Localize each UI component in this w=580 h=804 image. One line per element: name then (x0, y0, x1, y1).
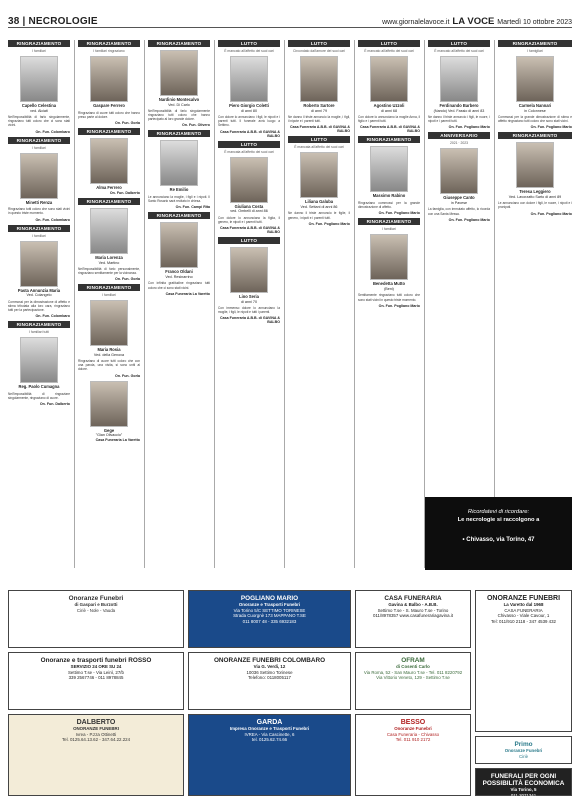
ad-title: DALBERTO (76, 719, 116, 726)
intro-text: I familiari (382, 227, 396, 232)
ad-line: Casa Funeraria - Chivasso (386, 731, 440, 737)
obituary-text: Ne danno il triste annuncio la moglie, i figli, il nipote e i parenti tutti. (288, 115, 350, 124)
deceased-name: Roberto Sartore (303, 103, 335, 109)
obituary-block (218, 237, 280, 324)
funeral-home-signature: On. Fun. Dalberto (109, 190, 140, 195)
column-5 (288, 40, 350, 570)
portrait-photo (160, 50, 198, 96)
funeral-home-signature: On. Fun. Pogliano Mario (378, 303, 420, 308)
section-label: LUTTO (288, 136, 350, 143)
obituary-block (428, 40, 490, 129)
obituary-block (218, 40, 280, 138)
deceased-name: Capello Celestina (21, 103, 57, 109)
deceased-subtitle: Ved. Resinarrino (165, 275, 193, 280)
obituary-text: Con immenso dolore lo annunciano la moglie, i figli, le nipoti e tutti i parenti. (218, 305, 280, 314)
deceased-name: Teresa Leggiero (519, 189, 551, 195)
deceased-name: Massimo Rabino (372, 193, 406, 199)
ad-line: Ivrea - P.zza Ottinetti (75, 731, 117, 737)
funeral-home-signature: Casa Funeraria A.B.B. di GAVINA & BALBO (360, 125, 420, 134)
notice-line2: Le necrologie si raccolgono a (457, 517, 540, 523)
ad-subtitle: Onoranze e Trasporti Funebri (238, 602, 301, 607)
ad-line: CASA FUNERARIA (504, 607, 543, 613)
portrait-photo (90, 138, 128, 184)
deceased-name: Agostino Uzzoli (373, 103, 405, 109)
portrait-photo (370, 234, 408, 280)
portrait-photo (20, 56, 58, 102)
section-label: LUTTO (218, 141, 280, 148)
deceased-name: Reg. Paolo Cumagna (18, 384, 60, 390)
ad-varetto[interactable] (475, 590, 572, 732)
obituary-text: Ringraziano commossi per la grande dimostrazione di affetto. (358, 201, 420, 210)
section-label: RINGRAZIAMENTO (148, 212, 210, 219)
column-6 (358, 40, 420, 570)
obituary-text: Nell'impossibilità di farlo singolarmente, ringraziano tutti coloro che ci sono stati vicini. (8, 115, 70, 128)
ad-subtitle: Onoranze Funebri (504, 748, 543, 753)
column-divider (354, 40, 355, 568)
notice-address: • Chivasso, via Torino, 47 (462, 537, 535, 543)
ad-line: 10036 Settimo Torinese (246, 669, 293, 675)
deceased-name: Alma Ferrero (96, 185, 122, 191)
portrait-photo (440, 148, 478, 194)
section-label: RINGRAZIAMENTO (78, 284, 140, 291)
ad-pogliano[interactable] (188, 590, 351, 648)
funeral-home-signature: On. Fun. Pogliano Mario (530, 125, 572, 130)
deceased-subtitle: (Nando) Ved. Fassio di anni 83 (433, 108, 485, 113)
obituary-block (358, 218, 420, 307)
intro-text: I familiari (32, 49, 46, 53)
page-number: 38 (8, 16, 20, 27)
obituary-text: Ringraziano di cuore tutti coloro che con una parola, una visita, si sono uniti al dolore. (78, 359, 140, 372)
column-divider (424, 40, 425, 568)
intro-text: È mancata all'affetto dei suoi cari (294, 145, 344, 150)
intro-text: 2021 · 2023 (449, 141, 469, 146)
deceased-name: Minetti Renza (25, 199, 53, 205)
deceased-name: Gege (103, 427, 115, 433)
obituary-text: Sentitamente ringraziano tutti coloro che sono stati vicini in questo triste momento. (358, 293, 420, 302)
ad-title: BESSO (400, 719, 426, 726)
ad-title: GARDA (256, 719, 283, 726)
obituary-text: Nell'impossibilità di farlo singolarmente ringraziano tutti coloro che hanno partecipato al loro grande dolore. (148, 108, 210, 122)
portrait-photo (90, 56, 128, 102)
portrait-photo (90, 208, 128, 254)
deceased-subtitle: Ved. Settani di anni 86 (300, 205, 338, 210)
ad-dalberto[interactable] (8, 714, 184, 796)
ad-gavina[interactable] (355, 590, 471, 648)
obituary-block (78, 381, 140, 442)
funeral-home-signature: On. Fun. Gorla (115, 121, 140, 126)
section-label: LUTTO (428, 40, 490, 47)
section-label: RINGRAZIAMENTO (78, 128, 140, 135)
ad-title: CASA FUNERARIA (384, 595, 442, 602)
deceased-name: Maria Lorenza (95, 254, 123, 260)
section-label: RINGRAZIAMENTO (78, 40, 140, 47)
section-label: LUTTO (358, 40, 420, 47)
ad-title: ONORANZE FUNEBRI (486, 595, 561, 602)
section-label: LUTTO (218, 40, 280, 47)
ad-line: 011 8007 48 - 335 6932183 (242, 618, 297, 624)
ad-ofram[interactable] (355, 652, 471, 710)
portrait-photo (20, 241, 58, 287)
section-label: RINGRAZIAMENTO (8, 225, 70, 232)
column-divider (144, 40, 145, 568)
funeral-home-signature: On. Fun. Pogliano Mario (378, 211, 420, 216)
obituary-block (148, 130, 210, 209)
obituary-block (358, 40, 420, 133)
funeral-home-signature: On. Fun. Pogliano Mario (530, 211, 572, 216)
header-left: 38 | NECROLOGIE (8, 16, 98, 27)
column-divider (284, 40, 285, 568)
ad-subtitle: Via Torino, 5 (510, 787, 537, 792)
obituary-text: Nell'impossibilità di farlo personalmente, ringraziano sentitamente per la vicinanza. (78, 266, 140, 275)
funeral-home-signature: Casa Funeraria A.B.B. di GAVINA & BALBO (220, 129, 280, 138)
ad-line: Strada Cuorgnè 173 MAPPANO T.SE (233, 613, 306, 618)
funeral-home-signature: Casa Funeraria A.B.B. di GAVINA & BALBO (290, 125, 350, 134)
obituary-block (148, 212, 210, 295)
obituary-block (498, 40, 572, 129)
section-label: RINGRAZIAMENTO (148, 130, 210, 137)
obituary-text: Con dolore lo annunciano i figli, le nipoti e i parenti tutti. Il funerale avrà luogo a Settimo. (218, 115, 280, 128)
section-label: ANNIVERSARIO (428, 132, 490, 139)
obituary-block (8, 225, 70, 319)
intro-text: È mancato all'affetto dei suoi cari (364, 49, 414, 53)
portrait-photo (300, 152, 338, 198)
ad-subtitle: SERVIZIO 24 ORE SU 24 (70, 664, 122, 669)
ad-subtitle: Gavina & Balbo - A.B.B. (388, 602, 438, 607)
obituary-text: Nell'impossibilità di ringraziare singolarmente, ringraziano di cuore. (8, 391, 70, 401)
intro-text: È mancato all'affetto dei suoi cari (434, 49, 484, 53)
portrait-photo (516, 56, 554, 102)
funeral-home-signature: On. Fun. Olivero (182, 123, 210, 128)
ad-funerali[interactable] (475, 768, 572, 803)
section-label: LUTTO (218, 237, 280, 244)
paper-name: LA VOCE (452, 16, 495, 27)
funeral-home-signature: Casa Funeraria A.B.B. di GAVINA & BALBO (220, 316, 280, 325)
column-8 (498, 40, 572, 570)
intro-text: I famigliari (527, 49, 543, 53)
ad-subtitle: Via G. Verdi, 12 (253, 664, 286, 669)
obituary-block (218, 141, 280, 234)
obituary-block (358, 136, 420, 215)
section-label: RINGRAZIAMENTO (498, 132, 572, 139)
deceased-name: Franco Oldani (165, 269, 193, 275)
deceased-subtitle: in Colonnese (524, 108, 546, 113)
obituary-text: Ringraziano di cuore tutti coloro che hanno preso parte al dolore. (78, 110, 140, 119)
section-label: RINGRAZIAMENTO (148, 40, 210, 47)
section-label: RINGRAZIAMENTO (78, 198, 140, 205)
issue-date: Martedì 10 ottobre 2023 (497, 19, 572, 26)
ad-line: Telefono: 0118005117 (248, 675, 291, 680)
ad-title: Primo (514, 741, 533, 748)
deceased-subtitle: in Pavese (450, 201, 468, 206)
ad-title: Onoranze Funebri (68, 595, 124, 602)
deceased-subtitle: (Beni) (384, 287, 394, 292)
funeral-home-signature: On. Fun. Colombaro (35, 129, 70, 134)
deceased-name: Giuliana Costa (234, 203, 264, 209)
obituary-text: Ne danno il triste annuncio i figli, le nuore, i nipoti e i parenti tutti. (428, 115, 490, 124)
deceased-name: Giuseppe Canto (443, 195, 475, 201)
obituary-text: La famiglia, con immutato affetto, lo ricorda con una Santa Messa. (428, 207, 490, 216)
site-url[interactable]: www.giornalelavoce.it (382, 19, 450, 26)
ad-line: 011 2071341 (510, 792, 537, 798)
column-divider (214, 40, 215, 568)
funeral-home-signature: On. Fun. Campi Rita (175, 205, 210, 210)
deceased-name: Liliana Galuba (305, 199, 333, 205)
funeral-home-signature: On. Fun. Pogliano Mario (448, 125, 490, 130)
ad-onoranze-lh[interactable] (8, 590, 184, 648)
ad-line: 388 8688993 (510, 798, 537, 803)
deceased-name: Carmela Nannari (518, 103, 552, 109)
column-4 (218, 40, 280, 570)
ad-title: ONORANZE FUNEBRI COLOMBARO (213, 657, 326, 664)
section-label: RINGRAZIAMENTO (8, 40, 70, 47)
funeral-home-signature: On. Fun. Gorla (115, 277, 140, 282)
notice-box (425, 497, 572, 570)
section-label: RINGRAZIAMENTO (358, 136, 420, 143)
obituary-block (78, 40, 140, 125)
portrait-photo (160, 140, 198, 186)
obituary-text: Commossi per la dimostrazione di affetto e stima tributata alla loro cara, ringraziano tutti per la partecipazione. (8, 299, 70, 312)
ad-line: Via Roma, 52 - San Mauro T.se - Tel. 011 8220792 (363, 669, 463, 675)
obituary-block (8, 137, 70, 222)
ad-besso[interactable] (355, 714, 471, 796)
portrait-photo (20, 153, 58, 199)
funeral-home-signature: On. Fun. Dalberto (39, 402, 70, 407)
page-header (8, 14, 572, 28)
funeral-home-signature: Casa Funeraria La Varetto (95, 437, 140, 442)
funeral-home-signature: On. Fun. Gorla (115, 373, 140, 378)
ad-subtitle: Onoranze Funebri (394, 726, 432, 731)
portrait-photo (440, 56, 478, 102)
obituary-text: Ringraziano tutti coloro che sono stati vicini in questo triste momento. (8, 207, 70, 216)
obituary-block (8, 321, 70, 406)
portrait-photo (90, 300, 128, 346)
ad-title: POGLIANO MARIO (240, 595, 299, 602)
ad-subtitle: ONORANZE FUNEBRI (73, 726, 119, 731)
ad-line: 011/8978357 www.casafunerariagavina.it (373, 613, 453, 618)
deceased-name: Ferdinando Barbero (439, 103, 479, 109)
obituary-text: Con dolore lo annunciano la moglie Anna, il figlio e i parenti tutti. (358, 115, 420, 124)
deceased-subtitle: Ved. della Genova (93, 352, 125, 357)
deceased-subtitle: Ved. Colangelo (26, 293, 52, 298)
obituary-text: Ne danno il triste annuncio le figlie, il genero, i nipoti e i parenti tutti. (288, 211, 350, 220)
portrait-photo (300, 56, 338, 102)
obituary-block (148, 40, 210, 127)
ad-title: OFRAM (401, 657, 425, 664)
portrait-photo (20, 337, 58, 383)
deceased-subtitle: di anni 79 (311, 108, 327, 113)
header-right (382, 16, 572, 27)
intro-text: I familiari tutti (29, 330, 49, 335)
notice-line1: Ricordatevi di ricordare: (467, 509, 530, 515)
section-label: RINGRAZIAMENTO (498, 40, 572, 47)
portrait-photo (370, 56, 408, 102)
ad-line: Ciriè (518, 753, 529, 759)
deceased-name: Lino Seria (239, 293, 259, 299)
portrait-photo (516, 142, 554, 188)
ad-line: Via Torino 5/C SETTIMO TORINESE (233, 607, 306, 613)
ad-subtitle: di Cosenti Carlo (396, 664, 430, 669)
funeral-home-signature: On. Fun. Colombaro (35, 314, 70, 319)
obituary-block (288, 40, 350, 133)
obituary-text: Le annunciano con dolore i figli, le nuore, i nipoti e i pronipoti. (498, 201, 572, 210)
obituary-block (78, 198, 140, 281)
deceased-subtitle: di anni 68 (381, 108, 397, 113)
column-divider (494, 40, 495, 568)
deceased-subtitle: di anni 70 (241, 299, 257, 304)
column-divider (74, 40, 75, 568)
deceased-name: Piero Giorgio Coletti (229, 103, 269, 109)
ad-line: Tel. 011 910 2172 (395, 737, 431, 742)
obituary-block (78, 128, 140, 195)
column-1 (8, 40, 70, 570)
ad-line: Ciriè - Nole - Vauda (76, 607, 116, 613)
ad-subtitle: di Gaspari e Burzotti (74, 602, 118, 607)
funeral-home-signature: On. Fun. Pogliano Mario (448, 217, 490, 222)
portrait-photo (160, 222, 198, 268)
intro-text: È mancata all'affetto dei suoi cari (224, 149, 274, 154)
portrait-photo (370, 146, 408, 192)
intro-text: I familiari (32, 145, 46, 150)
ad-line: Via Vittorio Veneto, 129 - Settimo T.se (376, 675, 450, 680)
obituary-block (498, 132, 572, 215)
funeral-home-signature: On. Fun. Colombaro (35, 217, 70, 222)
deceased-subtitle: Ved. Di Carlo (168, 102, 190, 107)
deceased-name: Maria Rosia (97, 347, 121, 353)
section-label: RINGRAZIAMENTO (8, 321, 70, 328)
ad-title: Onoranze e trasporti funebri ROSSO (40, 657, 152, 664)
deceased-subtitle: "Gian Olivaccio" (95, 433, 123, 438)
deceased-subtitle: Ved. Lavorzatto Sarto di anni 89 (508, 195, 562, 200)
ad-subtitle: La Varetto dal 1968 (503, 602, 544, 607)
ad-primo[interactable] (475, 736, 572, 764)
ad-line: IVREA - Via Cascinette, 6 (244, 731, 295, 737)
deceased-subtitle: di anni 80 (241, 108, 257, 113)
ad-rosso[interactable] (8, 652, 184, 710)
ad-line: Settimo T.se - S. Mauro T.se - Torino (377, 607, 449, 613)
intro-text: Circondato dall'amore dei suoi cari (293, 49, 345, 53)
funeral-home-signature: On. Fun. Pogliano Mario (308, 221, 350, 226)
obituary-text: Con infinita gratitudine ringraziano tutti coloro che ci sono stati vicini. (148, 281, 210, 290)
column-3 (148, 40, 210, 570)
intro-text: I familiari (102, 293, 116, 298)
ad-subtitle: Impresa Onoranze e Trasporti Funebri (229, 726, 310, 731)
deceased-subtitle: Ved. Martino (98, 260, 120, 265)
column-7 (428, 40, 490, 570)
deceased-name: Benedetta Mutto (372, 281, 406, 287)
section-label: RINGRAZIAMENTO (358, 218, 420, 225)
portrait-photo (230, 56, 268, 102)
deceased-name: Gaspare Ferrero (93, 103, 125, 109)
ad-line: 339 2567746 - 011 8978845 (68, 675, 124, 680)
funeral-home-signature: Casa Funeraria La Varetto (165, 291, 210, 296)
deceased-subtitle: ved. Alciati (30, 108, 48, 113)
ad-garda[interactable] (188, 714, 351, 796)
intro-text: I familiari (32, 233, 46, 238)
ad-line: tel. 0125.62.74.66 (251, 737, 288, 742)
column-2 (78, 40, 140, 570)
ad-line: Tel: 011/910 2118 - 347 4539 432 (490, 618, 557, 624)
obituary-text: Commossi per la grande dimostrazione di stima e affetto ringraziano tutti coloro che sono stati vicini. (498, 115, 572, 124)
intro-text: È mancato all'affetto dei suoi cari (224, 49, 274, 53)
section-label: RINGRAZIAMENTO (8, 137, 70, 144)
section-label: LUTTO (288, 40, 350, 47)
deceased-name: Nardinio Montecalvo (158, 97, 200, 102)
obituary-block (8, 40, 70, 134)
ad-line: Chivasso - Viale Cavour, 1 (497, 613, 550, 618)
obituary-block (288, 136, 350, 225)
obituary-block (428, 132, 490, 221)
deceased-subtitle: ved. Ombelli di anni 86 (230, 209, 268, 214)
ad-colombaro[interactable] (188, 652, 351, 710)
funeral-home-signature: Casa Funeraria A.B.B. di GAVINA & BALBO (220, 225, 280, 234)
ad-title: FUNERALI PER OGNI POSSIBILITÀ ECONOMICA (482, 773, 565, 787)
deceased-name: Re Emilio (169, 187, 189, 193)
portrait-photo (90, 381, 128, 427)
obituary-block (78, 284, 140, 378)
deceased-name: Pasta Annunzia Maria (17, 287, 61, 293)
obituary-text: Con dolore lo annunciano la figlia, il genero, le nipoti e i parenti tutti. (218, 215, 280, 224)
ad-line: Settimo T.se - Via Leinì, 27/b (68, 669, 124, 675)
ad-line: Tel. 0125.64.13.62 - 347.64.22.224 (61, 737, 131, 742)
intro-text: I familiari ringraziano (93, 49, 125, 53)
section-title: NECROLOGIE (28, 16, 98, 27)
obituary-text: Le annunciano la moglie, i figli e i nipoti. Il Santo Rosario sarà recitato in chiesa. (148, 195, 210, 204)
portrait-photo (230, 247, 268, 293)
portrait-photo (230, 157, 268, 203)
